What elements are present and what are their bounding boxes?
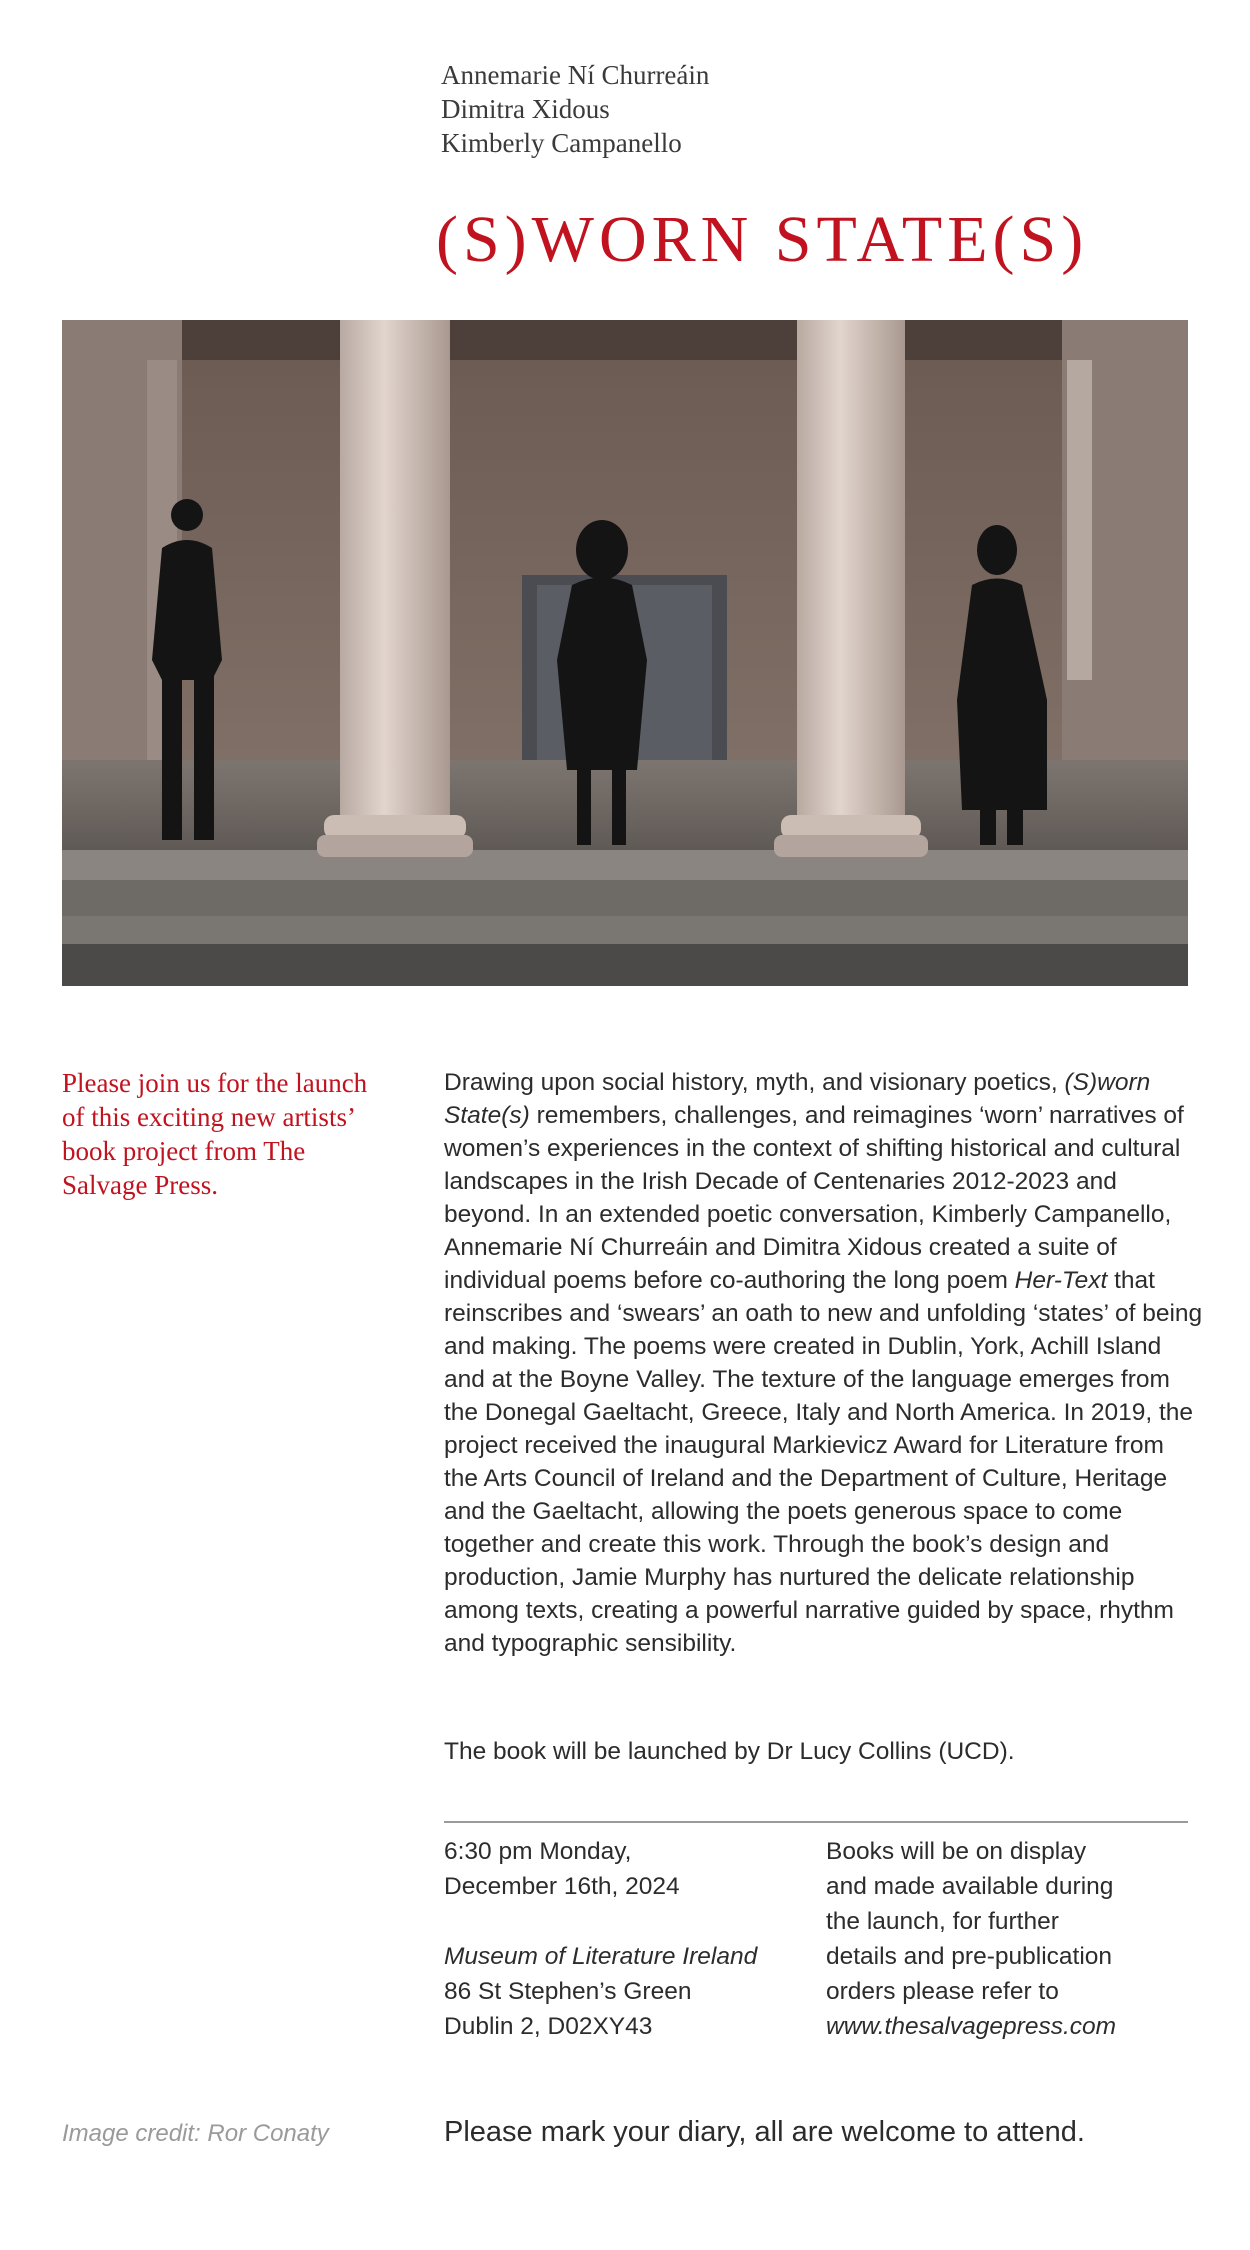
author-name: Kimberly Campanello [441,128,682,158]
event-details [444,1834,804,2044]
authors-photo [62,320,1188,986]
website-link[interactable]: www.thesalvagepress.com [826,2013,1117,2040]
book-title: (S)WORN STATE(S) [436,203,1089,276]
books-info-line: and made available during [826,1873,1114,1900]
description-text: Drawing upon social history, myth, and visionary poetics, [444,1069,1065,1096]
author-list [441,58,709,160]
divider [444,1821,1188,1823]
image-credit: Image credit: Ror Conaty [62,2120,329,2147]
books-info-line: details and pre-publication [826,1943,1113,1970]
invitation-text: Please join us for the launch of this exciting new artists’ book project from The Salvage Press. [62,1068,368,1200]
books-info-line: orders please refer to [826,1978,1059,2005]
description-text: remembers, challenges, and reimagines ‘worn’ narratives of women’s experiences in the context of shifting historical and cultural landscapes in the Irish Decade of Centenaries 2012-2023 and beyond. In an extended poetic conversation, Kimberly Campanello, Annemarie Ní Churreáin and Dimitra Xidous created a suite of individual poems before co-authoring the long poem [444,1102,1184,1294]
event-venue: Museum of Literature Ireland [444,1943,758,1970]
author-name: Dimitra Xidous [441,94,610,124]
event-address-line: Dublin 2, D02XY43 [444,2013,653,2040]
event-date: December 16th, 2024 [444,1873,680,1900]
books-info [826,1834,1186,2044]
poem-title-italic: Her-Text [1014,1267,1108,1294]
event-address-line: 86 St Stephen’s Green [444,1978,692,2005]
closing-message: Please mark your diary, all are welcome to attend. [444,2116,1085,2148]
book-title-italic: (S)worn State(s) [444,1069,1151,1129]
description-text: that reinscribes and ‘swears’ an oath to new and unfolding ‘states’ of being and making. The poems were created in Dublin, York, Achill Island and at the Boyne Valley. The texture of the language emerges from the Donegal Gaeltacht, Greece, Italy and North America. In 2019, the project received the inaugural Markievicz Award for Literature from the Arts Council of Ireland and the Department of Culture, Heritage and the Gaeltacht, allowing the poets generous space to come together and create this work. Through the book’s design and production, Jamie Murphy has nurtured the delicate relationship among texts, creating a powerful narrative guided by space, rhythm and typographic sensibility. [444,1267,1203,1657]
launch-note: The book will be launched by Dr Lucy Collins (UCD). [444,1738,1015,1765]
event-time: 6:30 pm Monday, [444,1838,632,1865]
author-name: Annemarie Ní Churreáin [441,60,710,90]
description-paragraph [444,1066,1204,1660]
books-info-line: the launch, for further [826,1908,1059,1935]
books-info-line: Books will be on display [826,1838,1087,1865]
